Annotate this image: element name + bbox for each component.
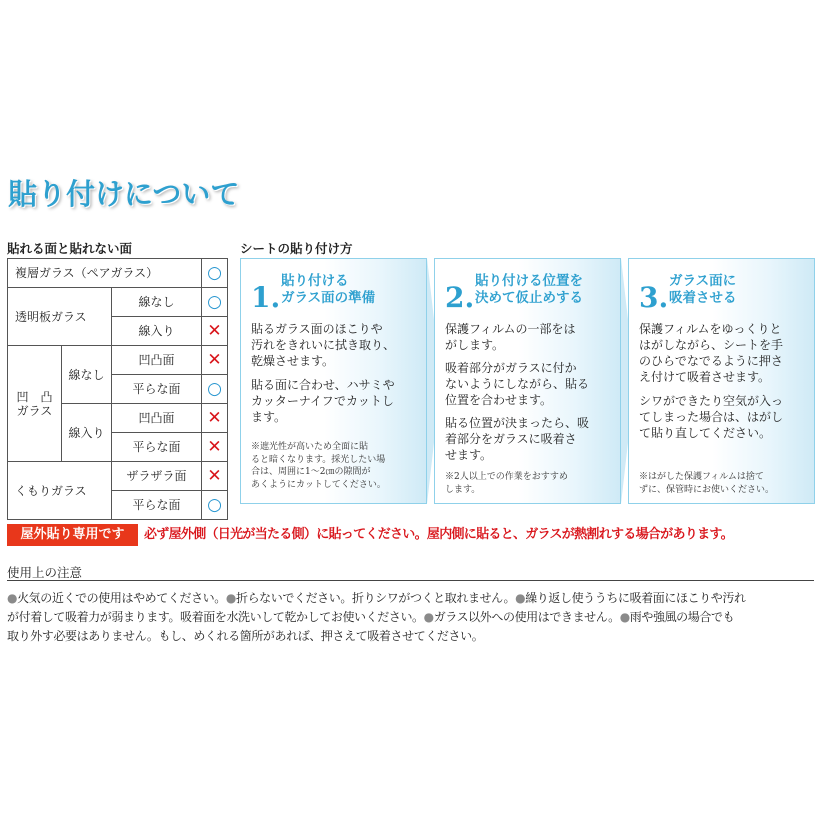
ng-icon: ✕ bbox=[202, 433, 228, 462]
row-label-clear-plate: 透明板ガラス bbox=[8, 288, 112, 346]
compat-heading: 貼れる面と貼れない面 bbox=[7, 241, 133, 256]
note-dust-2: が付着して吸着力が弱まります。吸着面を水洗いして乾かしてお使いください。 bbox=[7, 610, 424, 624]
step-1-title: 貼り付ける ガラス面の準備 bbox=[281, 273, 376, 306]
outdoor-warning-text: 必ず屋外側（日光が当たる側）に貼ってください。屋内側に貼ると、ガラスが熱割れする場合があります。 bbox=[144, 527, 733, 542]
ng-icon: ✕ bbox=[202, 462, 228, 491]
note-fire: 火気の近くでの使用はやめてください。 bbox=[17, 591, 226, 605]
step-3-number: 3. bbox=[639, 281, 669, 314]
ok-icon: ○ bbox=[202, 288, 228, 317]
bullet-icon: ● bbox=[515, 591, 526, 605]
step-1-number: 1. bbox=[251, 281, 281, 314]
notes-body bbox=[7, 589, 815, 646]
step-3-body-2: シワができたり空気が入っ てしまった場合は、はがし て貼り直してください。 bbox=[639, 394, 784, 440]
step-3-title: ガラス面に 吸着させる bbox=[669, 273, 737, 306]
step-1-body-1: 貼るガラス面のほこりや 汚れをきれいに拭き取り、 乾燥させます。 bbox=[251, 322, 396, 368]
bullet-icon: ● bbox=[619, 610, 630, 624]
step-2-number: 2. bbox=[445, 281, 475, 314]
row-surface-rough: ザラザラ面 bbox=[112, 462, 202, 491]
row-surface-flat: 平らな面 bbox=[112, 375, 202, 404]
step-3-card bbox=[628, 258, 815, 504]
step-2-card bbox=[434, 258, 621, 504]
row-sub-wired: 線入り bbox=[112, 317, 202, 346]
step-2-title: 貼り付ける位置を 決めて仮止めする bbox=[475, 273, 583, 306]
step-1-note: ※遮光性が高いため全面に貼 ると暗くなります。採光したい場 合は、周囲に1～2㎝の隙間が あくようにカットしてください。 bbox=[251, 442, 386, 490]
page-title: 貼り付けについて bbox=[8, 177, 240, 211]
ng-icon: ✕ bbox=[202, 317, 228, 346]
bullet-icon: ● bbox=[7, 591, 18, 605]
step-2-body-2: 吸着部分がガラスに付か ないようにしながら、貼る 位置を合わせます。 bbox=[445, 361, 590, 407]
notes-heading: 使用上の注意 bbox=[7, 565, 83, 580]
bullet-icon: ● bbox=[423, 610, 434, 624]
row-label-embossed bbox=[8, 346, 62, 462]
embossed-line1: 凹 凸 bbox=[16, 389, 53, 404]
notes-divider bbox=[7, 580, 814, 581]
ok-icon: ○ bbox=[202, 375, 228, 404]
ok-icon: ○ bbox=[202, 259, 228, 288]
row-surface-uneven: 凹凸面 bbox=[112, 346, 202, 375]
outdoor-only-badge: 屋外貼り専用です bbox=[7, 524, 138, 546]
row-sub-wired: 線入り bbox=[62, 404, 112, 462]
row-label-frosted: くもりガラス bbox=[8, 462, 112, 520]
row-label-double-glass: 複層ガラス（ペアガラス） bbox=[8, 259, 202, 288]
table-row bbox=[8, 462, 228, 491]
note-weather-2: 取り外す必要はありません。もし、めくれる箇所があれば、押さえて吸着させてください。 bbox=[7, 629, 484, 643]
row-surface-flat: 平らな面 bbox=[112, 491, 202, 520]
note-weather-1: 雨や強風の場合でも bbox=[629, 610, 735, 624]
steps-heading: シートの貼り付け方 bbox=[240, 241, 353, 256]
ng-icon: ✕ bbox=[202, 346, 228, 375]
step-2-body-3: 貼る位置が決まったら、吸 着部分をガラスに吸着さ せます。 bbox=[445, 416, 590, 462]
row-sub-no-wire: 線なし bbox=[62, 346, 112, 404]
step-2-body-1: 保護フィルムの一部をは がします。 bbox=[445, 322, 576, 352]
step-3-body-1: 保護フィルムをゆっくりと はがしながら、シートを手 のひらでなでるように押さ え付けて吸着させます。 bbox=[639, 322, 784, 384]
note-no-fold: 折らないでください。折りシワがつくと取れません。 bbox=[235, 591, 516, 605]
table-row bbox=[8, 288, 228, 317]
step-2-note: ※2人以上での作業をおすすめ します。 bbox=[445, 472, 568, 495]
row-surface-uneven: 凹凸面 bbox=[112, 404, 202, 433]
ok-icon: ○ bbox=[202, 491, 228, 520]
note-dust-1: 繰り返し使ううちに吸着面にほこりや汚れ bbox=[525, 591, 746, 605]
ng-icon: ✕ bbox=[202, 404, 228, 433]
table-row bbox=[8, 346, 228, 375]
table-row bbox=[8, 259, 228, 288]
compat-table bbox=[7, 258, 228, 520]
embossed-line2: ガラス bbox=[16, 403, 53, 418]
step-3-note: ※はがした保護フィルムは捨て ずに、保管時にお使いください。 bbox=[639, 472, 775, 495]
row-surface-flat: 平らな面 bbox=[112, 433, 202, 462]
note-glass-only: ガラス以外への使用はできません。 bbox=[433, 610, 620, 624]
step-1-card bbox=[240, 258, 427, 504]
step-1-body-2: 貼る面に合わせ、ハサミや カッターナイフでカットし ます。 bbox=[251, 378, 395, 424]
bullet-icon: ● bbox=[225, 591, 236, 605]
row-sub-no-wire: 線なし bbox=[112, 288, 202, 317]
